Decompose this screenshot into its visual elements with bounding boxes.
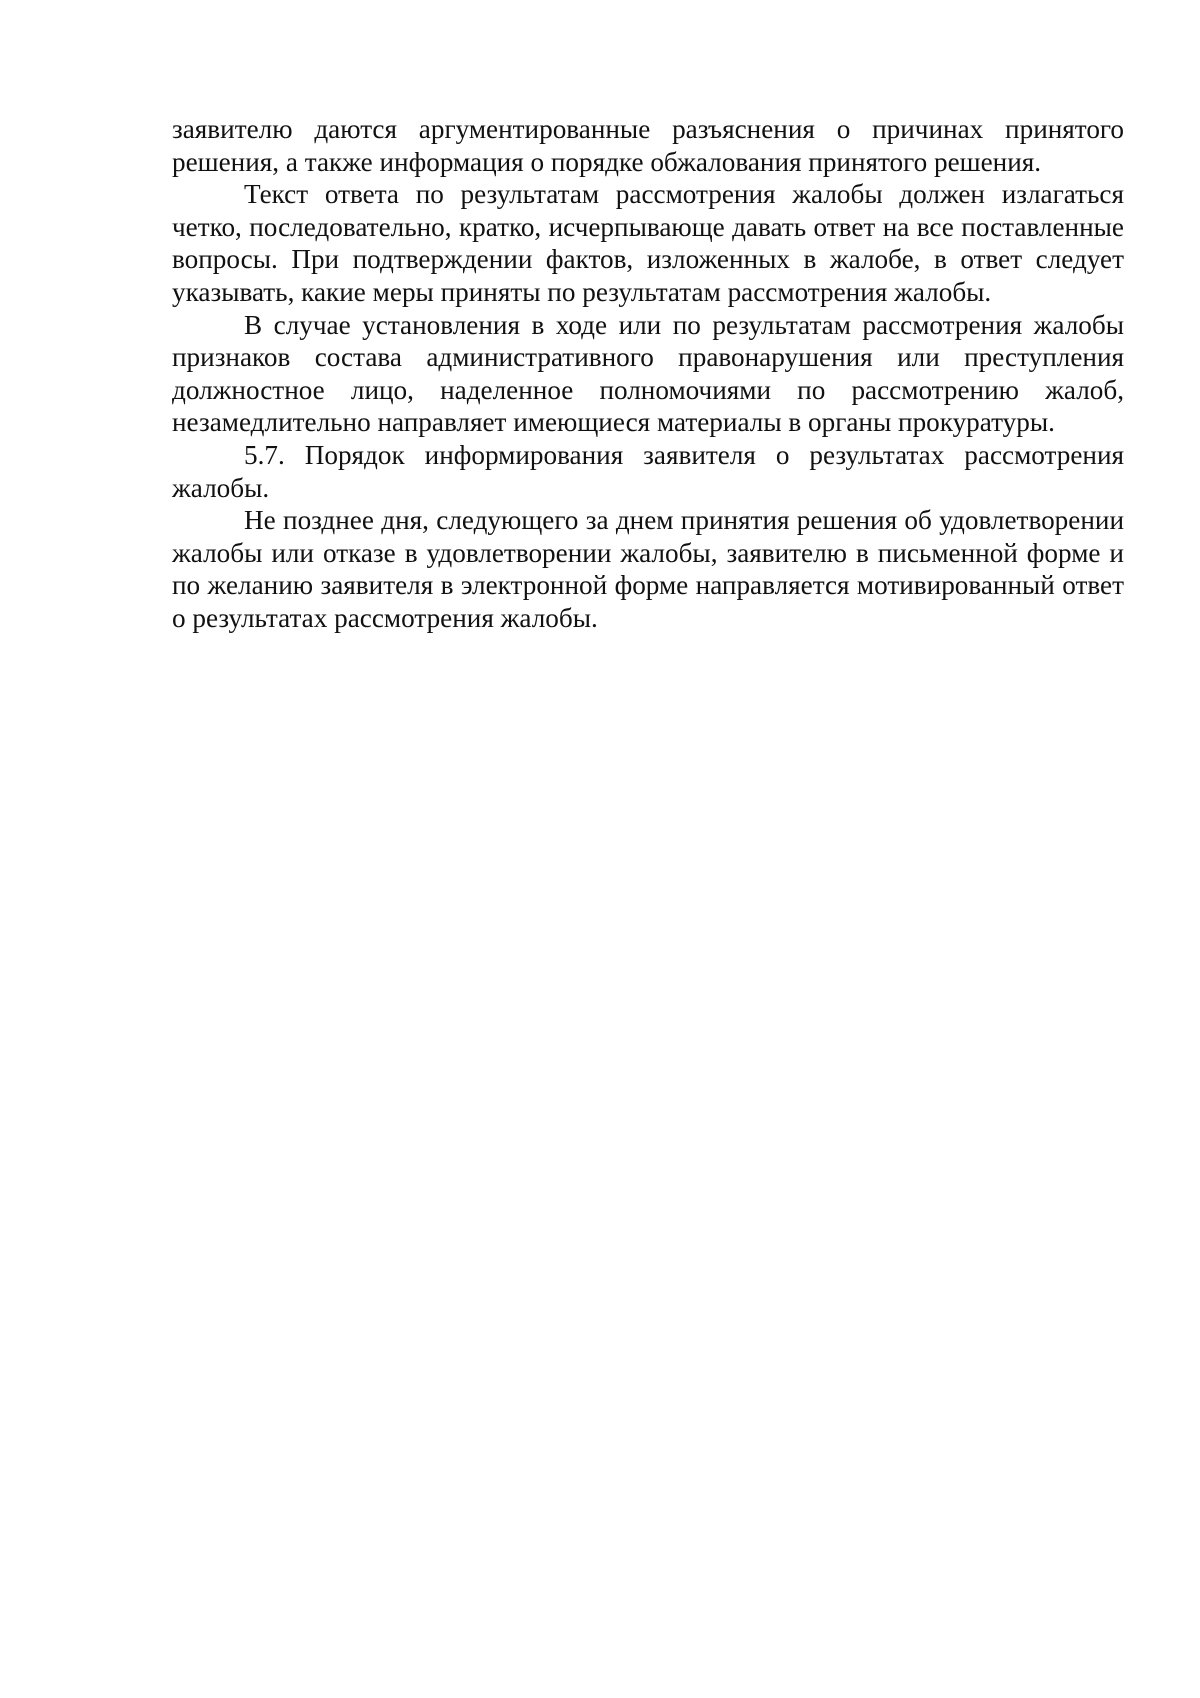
section-heading-5-7: 5.7. Порядок информирования заявителя о результатах рассмотрения жалобы. [172,439,1124,503]
paragraph-offense-referral: В случае установления в ходе или по результатам рассмотрения жалобы признаков состава административного правонарушения или преступления должностное лицо, наделенное полномочиями по рассмотрению жалоб, незамедлительно направляет имеющиеся материалы в органы прокуратуры. [172,309,1124,438]
paragraph-response-deadline: Не позднее дня, следующего за днем принятия решения об удовлетворении жалобы или отказе в удовлетворении жалобы, заявителю в письменной форме и по желанию заявителя в электронной форме направляется мотивированный ответ о результатах рассмотрения жалобы. [172,505,1124,633]
paragraph-response-text-requirements: Текст ответа по результатам рассмотрения жалобы должен излагаться четко, последовательно, кратко, исчерпывающе давать ответ на все поставленные вопросы. При подтверждении фактов, изложенных в жалобе, в ответ следует указывать, какие меры приняты по результатам рассмотрения жалобы. [172,179,1124,307]
paragraph-continuation: заявителю даются аргументированные разъяснения о причинах принятого решения, а также информация о порядке обжалования принятого решения. [172,114,1124,177]
document-text-body [172,113,1124,635]
